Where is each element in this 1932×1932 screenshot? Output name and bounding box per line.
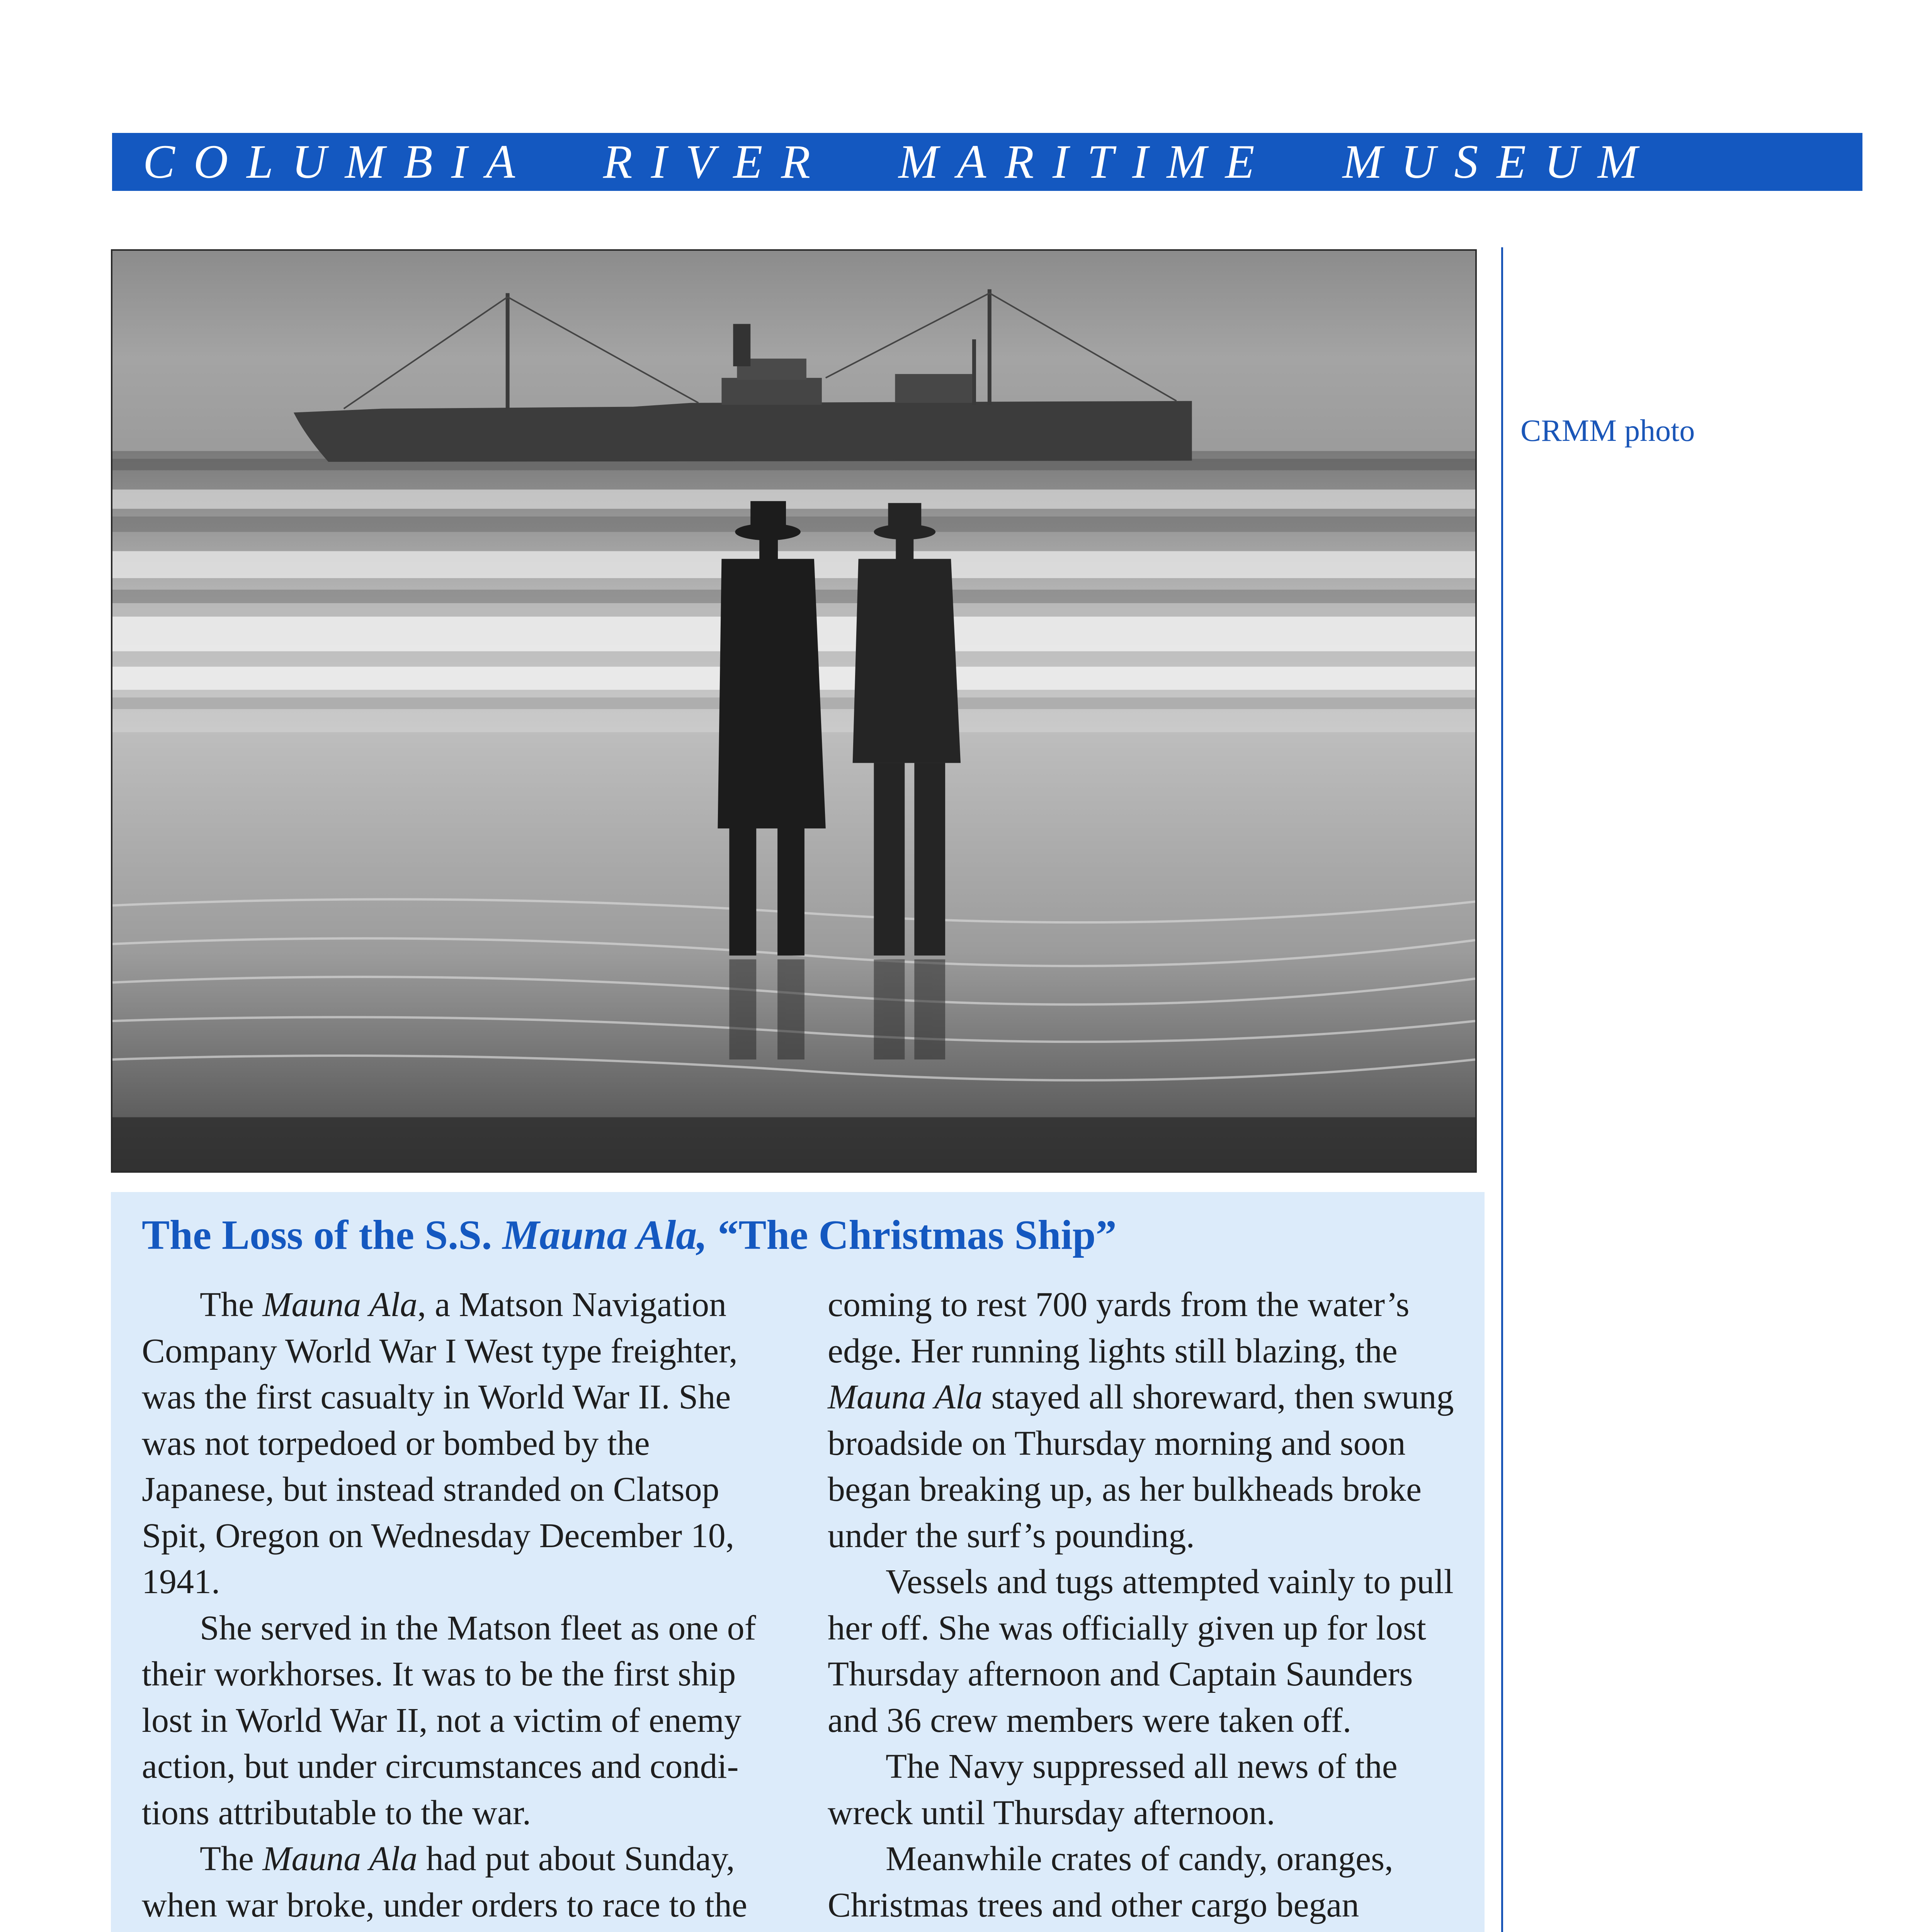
title-part-1: The Loss of the S.S.: [142, 1212, 503, 1258]
shipwreck-photo: [111, 249, 1477, 1173]
title-part-2: “The Christmas Ship”: [707, 1212, 1117, 1258]
article-box: [111, 1192, 1485, 1932]
title-ship-name: Mauna Ala,: [502, 1212, 707, 1258]
paragraph: She served in the Matson fleet as one of their workhorses. It was to be the first ship lost in World War II, not a victim of enemy action, but under circumstances and condi-tions attributable to the war.: [142, 1609, 756, 1832]
ship-name: Mauna Ala: [828, 1378, 983, 1416]
article-column-left: [142, 1282, 783, 1932]
photo-credit: CRMM photo: [1520, 414, 1695, 448]
paragraph: The Mauna Ala had put about Sunday, when war broke, under orders to race to the: [142, 1840, 747, 1924]
paragraph: Vessels and tugs attempted vainly to pull her off. She was officially given up for lost Thursday afternoon and Captain Saunders and 36 crew members were taken off.: [828, 1563, 1454, 1740]
masthead-word-4: MUSEUM: [1342, 135, 1656, 188]
masthead-title: [112, 133, 1862, 191]
sidebar-divider: [1501, 247, 1503, 1932]
masthead-word-2: RIVER: [603, 135, 829, 188]
ship-name: Mauna Ala: [262, 1840, 418, 1878]
masthead-banner: [112, 133, 1862, 191]
paragraph: coming to rest 700 yards from the water’s edge. Her running lights still blazing, the Mauna Ala stayed all shoreward, then swung broadside on Thursday morning and soon began breaking up, as her bulkheads broke under the surf’s pounding.: [828, 1286, 1454, 1555]
paragraph: The Mauna Ala, a Matson Navigation Company World War I West type freighter, was the first casualty in World War II. She was not torpedoed or bombed by the Japanese, but instead stranded on Clatsop Spit, Oregon on Wednesday December 10, 1941.: [142, 1286, 738, 1601]
article-column-right: [828, 1282, 1461, 1932]
masthead-word-1: COLUMBIA: [143, 135, 534, 188]
masthead-word-3: MARITIME: [898, 135, 1273, 188]
article-title: [142, 1211, 1117, 1259]
paragraph: The Navy suppressed all news of the wreck until Thursday afternoon.: [828, 1747, 1398, 1832]
paragraph: Meanwhile crates of candy, oranges, Christmas trees and other cargo began: [828, 1840, 1393, 1924]
shipwreck-photo-illustration: [112, 251, 1475, 1171]
ship-name: Mauna Ala: [262, 1286, 418, 1324]
